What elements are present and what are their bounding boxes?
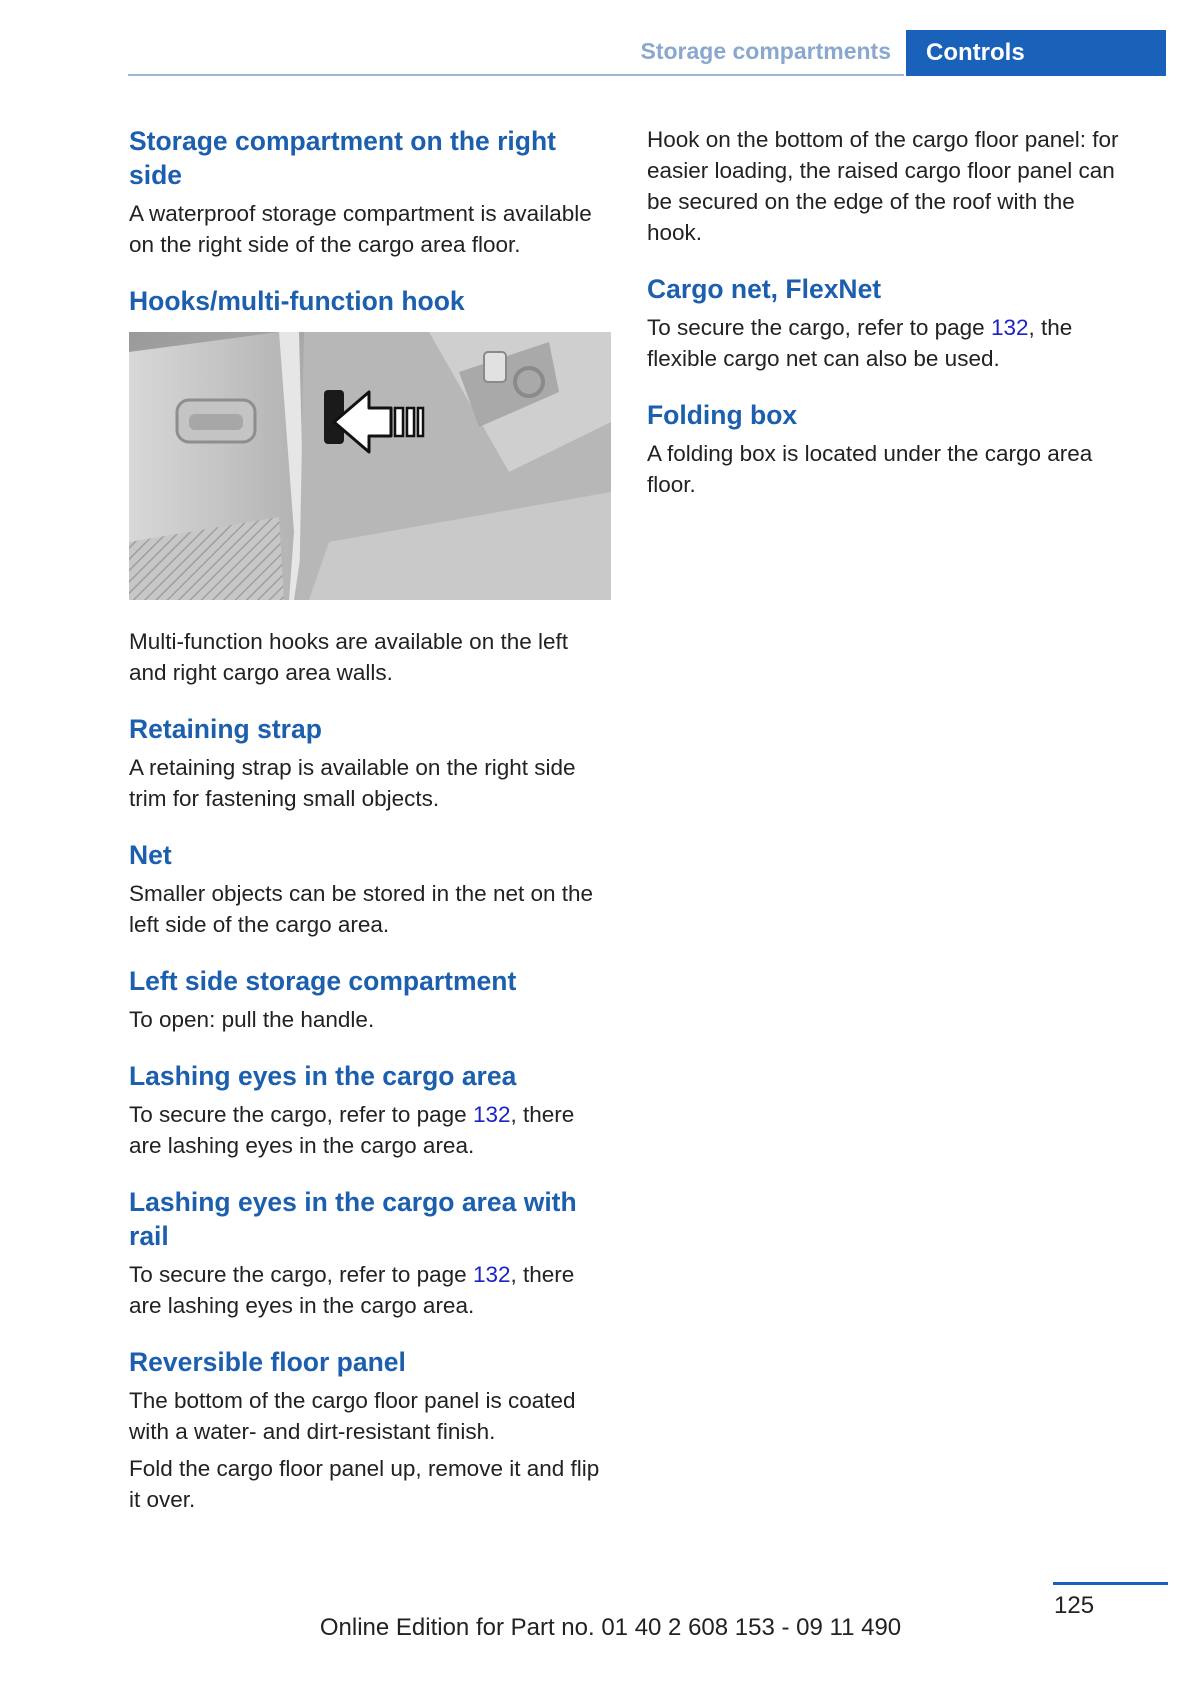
- section-heading: Left side storage compartment: [129, 966, 517, 996]
- body-text: , there are lashing eyes in the cargo area.: [129, 1262, 575, 1318]
- page-link[interactable]: 132: [472, 1102, 511, 1127]
- body-text: , the flexible cargo net can also be used.: [647, 315, 1073, 371]
- section-body: Multi-function hooks are available on the left and right cargo area walls.: [129, 629, 569, 685]
- section-body: Fold the cargo floor panel up, remove it and flip it over.: [129, 1456, 600, 1512]
- section-body: A retaining strap is available on the right side trim for fastening small objects.: [129, 755, 576, 811]
- footer-divider: [1053, 1582, 1168, 1585]
- chapter-tab: Controls: [906, 30, 1166, 76]
- section-floor-hook: [647, 124, 1135, 248]
- section-heading: Net: [129, 840, 172, 870]
- section-heading: Storage compartment on the right side: [129, 126, 556, 190]
- section-retaining-strap: [129, 712, 611, 814]
- page-link[interactable]: 132: [990, 315, 1029, 340]
- body-text: To secure the cargo, refer to page: [129, 1102, 473, 1127]
- section-folding-box: [647, 398, 1135, 500]
- section-reversible-floor: [129, 1345, 611, 1515]
- section-body: To open: pull the handle.: [129, 1007, 375, 1032]
- section-heading: Lashing eyes in the cargo area: [129, 1061, 517, 1091]
- section-cargo-net: [647, 272, 1135, 374]
- page-number: 125: [1054, 1592, 1095, 1619]
- section-body: [647, 312, 1135, 374]
- body-text: , there are lashing eyes in the cargo area.: [129, 1102, 575, 1158]
- body-text: To secure the cargo, refer to page: [129, 1262, 473, 1287]
- section-heading: Reversible floor panel: [129, 1347, 406, 1377]
- section-heading: Lashing eyes in the cargo area with rail: [129, 1187, 577, 1251]
- section-heading: Retaining strap: [129, 714, 322, 744]
- header-divider: [128, 74, 904, 76]
- section-left-storage: [129, 964, 611, 1035]
- section-lashing-eyes-rail: [129, 1185, 611, 1321]
- edition-text: Online Edition for Part no. 01 40 2 608 153 - 09 11 490: [319, 1614, 902, 1641]
- section-lashing-eyes: [129, 1059, 611, 1161]
- header-section-title: Storage compartments: [640, 38, 891, 64]
- section-body: [129, 1259, 611, 1321]
- section-heading: Hooks/multi-function hook: [129, 286, 465, 316]
- section-right-storage: [129, 124, 611, 260]
- section-body: Hook on the bottom of the cargo floor panel: for easier loading, the raised cargo floor panel can be secured on the edge of the roof with the hook.: [647, 127, 1119, 245]
- section-body: Smaller objects can be stored in the net on the left side of the cargo area.: [129, 881, 594, 937]
- page-link[interactable]: 132: [472, 1262, 511, 1287]
- section-body: A folding box is located under the cargo area floor.: [647, 441, 1093, 497]
- section-body: A waterproof storage compartment is available on the right side of the cargo area floor.: [129, 201, 592, 257]
- section-body: [129, 1099, 611, 1161]
- section-body: The bottom of the cargo floor panel is coated with a water- and dirt-resistant finish.: [129, 1388, 576, 1444]
- section-net: [129, 838, 611, 940]
- section-heading: Folding box: [647, 400, 798, 430]
- body-text: To secure the cargo, refer to page: [647, 315, 991, 340]
- section-heading: Cargo net, FlexNet: [647, 274, 882, 304]
- right-column: [647, 124, 1135, 524]
- left-column: [129, 124, 611, 1539]
- cargo-hook-figure: [129, 332, 611, 600]
- section-hooks: [129, 284, 611, 688]
